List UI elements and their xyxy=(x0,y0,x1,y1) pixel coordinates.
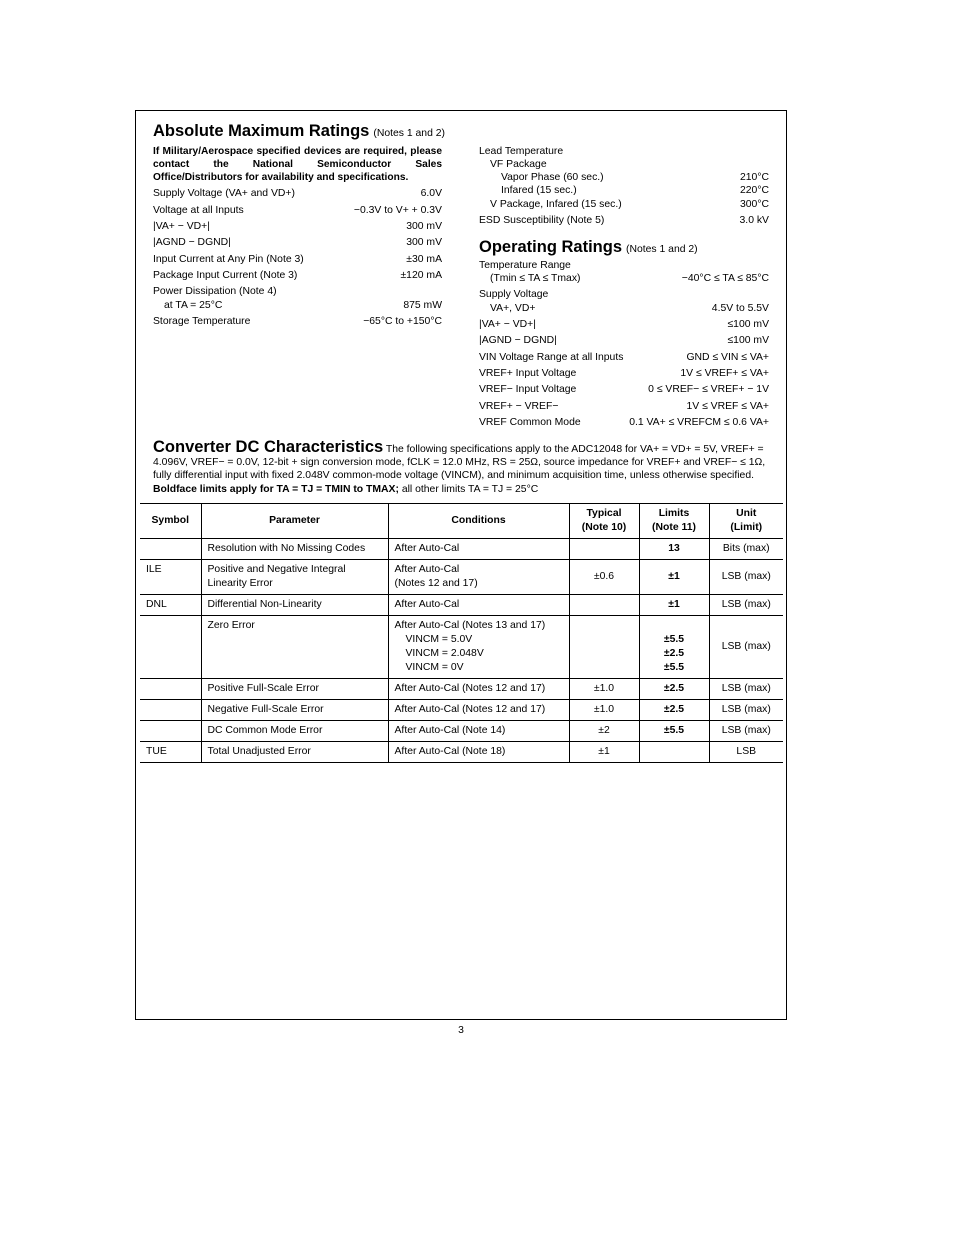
abs-row xyxy=(153,187,442,200)
op-row xyxy=(479,383,769,396)
table-row xyxy=(140,616,783,679)
abs-max-title: Absolute Maximum Ratings xyxy=(153,122,370,140)
temp-range-label: Temperature Range xyxy=(479,260,571,271)
dc-intro-text: The following specifications apply to the ADC12048 for VA+ = VD+ = 5V, VREF+ = 4.096V, VREF− = 0.0V, 12-bit + sign conversion mode, fCLK = 12.0 MHz, RS = 25Ω, source impedance for VREF+ and VREF− ≤ 1Ω, fully differential input with fixed 2.048V common-mode voltage (VINCM), and minimum acquisition time, unless otherwise specified. xyxy=(153,444,766,482)
cell-limits: ±1 xyxy=(639,560,709,595)
table-row xyxy=(140,679,783,700)
abs-max-notes: (Notes 1 and 2) xyxy=(373,128,445,139)
op-row-label: VIN Voltage Range at all Inputs xyxy=(479,352,624,363)
cell-typical xyxy=(569,616,639,679)
table-row xyxy=(140,742,783,763)
lead-temp-row xyxy=(501,184,769,197)
abs-row-label: Power Dissipation (Note 4) xyxy=(153,286,277,297)
esd-label: ESD Susceptibility (Note 5) xyxy=(479,215,605,226)
op-row xyxy=(490,302,769,315)
cell-parameter: Zero Error xyxy=(201,616,388,679)
abs-row-value: 300 mV xyxy=(406,237,442,248)
op-row xyxy=(479,334,769,347)
op-row-value: 4.5V to 5.5V xyxy=(711,303,769,314)
abs-max-heading xyxy=(153,122,445,141)
cell-conditions xyxy=(388,560,569,595)
cell-typical: ±1.0 xyxy=(569,679,639,700)
abs-row-label: Input Current at Any Pin (Note 3) xyxy=(153,254,304,265)
op-ratings-notes: (Notes 1 and 2) xyxy=(626,244,698,255)
cell-conditions xyxy=(388,616,569,679)
cell-unit: Bits (max) xyxy=(709,539,783,560)
limit-line: ±5.5 xyxy=(663,662,685,673)
supply-voltage-label: Supply Voltage xyxy=(479,289,549,300)
cell-unit: LSB xyxy=(709,742,783,763)
col-typical: Typical (Note 10) xyxy=(569,504,639,539)
cell-conditions: After Auto-Cal (Notes 12 and 17) xyxy=(388,679,569,700)
abs-row-value: 875 mW xyxy=(403,300,442,311)
col-symbol: Symbol xyxy=(140,504,201,539)
temp-range-value: −40°C ≤ TA ≤ 85°C xyxy=(681,273,769,284)
cell-limits: ±5.5 xyxy=(639,721,709,742)
col-parameter: Parameter xyxy=(201,504,388,539)
condition-line: VINCM = 0V xyxy=(405,662,464,673)
cell-symbol: ILE xyxy=(140,560,201,595)
op-ratings-heading xyxy=(479,238,698,257)
table-row xyxy=(140,721,783,742)
cell-symbol: TUE xyxy=(140,742,201,763)
temp-range-row xyxy=(490,272,769,285)
table-row xyxy=(140,560,783,595)
cell-limits: ±2.5 xyxy=(639,679,709,700)
cell-symbol xyxy=(140,539,201,560)
col-conditions: Conditions xyxy=(388,504,569,539)
cell-limits: ±2.5 xyxy=(639,700,709,721)
infared-value: 220°C xyxy=(740,185,769,196)
lead-temp-title: Lead Temperature xyxy=(479,146,564,157)
abs-row xyxy=(153,253,442,266)
cell-parameter: Differential Non-Linearity xyxy=(201,595,388,616)
op-row-label: VREF− Input Voltage xyxy=(479,384,577,395)
abs-row-value: ±30 mA xyxy=(406,254,442,265)
limit-line: ±2.5 xyxy=(663,648,685,659)
cell-parameter: Resolution with No Missing Codes xyxy=(201,539,388,560)
v-package-value: 300°C xyxy=(740,199,769,210)
abs-row-label: |VA+ − VD+| xyxy=(153,221,210,232)
op-row-value: 0 ≤ VREF− ≤ VREF+ − 1V xyxy=(648,384,769,395)
op-row-value: 1V ≤ VREF+ ≤ VA+ xyxy=(680,368,769,379)
table-row xyxy=(140,539,783,560)
dc-intro xyxy=(153,438,769,496)
dc-table xyxy=(140,503,783,763)
op-row-value: 0.1 VA+ ≤ VREFCM ≤ 0.6 VA+ xyxy=(629,417,769,428)
cell-unit: LSB (max) xyxy=(709,679,783,700)
v-package-label: V Package, Infared (15 sec.) xyxy=(490,199,622,210)
abs-row-value: 300 mV xyxy=(406,221,442,232)
cell-typical: ±2 xyxy=(569,721,639,742)
infared-label: Infared (15 sec.) xyxy=(501,185,577,196)
military-warning: If Military/Aerospace specified devices are required, please contact the National Semiconductor Sales Office/Distributors for availability and specifications. xyxy=(153,146,442,184)
cell-conditions: After Auto-Cal (Note 18) xyxy=(388,742,569,763)
abs-row-label: at TA = 25°C xyxy=(164,300,223,311)
vapor-value: 210°C xyxy=(740,172,769,183)
abs-row-value: −0.3V to V+ + 0.3V xyxy=(353,205,442,216)
abs-row-label: Package Input Current (Note 3) xyxy=(153,270,298,281)
col-limits: Limits (Note 11) xyxy=(639,504,709,539)
vapor-label: Vapor Phase (60 sec.) xyxy=(501,172,604,183)
abs-row xyxy=(153,285,442,298)
op-row xyxy=(479,367,769,380)
abs-row xyxy=(153,236,442,249)
condition-line: After Auto-Cal (Notes 13 and 17) xyxy=(394,620,546,631)
lead-temp-row xyxy=(501,171,769,184)
abs-row xyxy=(164,299,442,312)
cell-symbol xyxy=(140,679,201,700)
cell-typical xyxy=(569,595,639,616)
cell-typical: ±1.0 xyxy=(569,700,639,721)
op-row xyxy=(479,318,769,331)
table-row xyxy=(140,700,783,721)
cell-symbol: DNL xyxy=(140,595,201,616)
col-unit: Unit (Limit) xyxy=(709,504,783,539)
vf-package-label: VF Package xyxy=(490,159,547,170)
cell-typical: ±1 xyxy=(569,742,639,763)
cell-unit: LSB (max) xyxy=(709,595,783,616)
dc-boldface-note: Boldface limits apply for TA = TJ = TMIN to TMAX; xyxy=(153,483,399,495)
condition-line: VINCM = 2.048V xyxy=(405,648,484,659)
cell-parameter: Positive Full-Scale Error xyxy=(201,679,388,700)
cell-unit: LSB (max) xyxy=(709,721,783,742)
abs-row xyxy=(153,204,442,217)
abs-row-value: ±120 mA xyxy=(400,270,442,281)
cell-symbol xyxy=(140,721,201,742)
abs-row-label: Storage Temperature xyxy=(153,316,251,327)
op-row-label: |VA+ − VD+| xyxy=(479,319,536,330)
cell-conditions: After Auto-Cal xyxy=(388,595,569,616)
op-ratings-title: Operating Ratings xyxy=(479,238,623,256)
dc-other-limits: all other limits TA = TJ = 25°C xyxy=(401,483,539,495)
cell-conditions: After Auto-Cal xyxy=(388,539,569,560)
op-row-label: VREF+ Input Voltage xyxy=(479,368,577,379)
op-row xyxy=(479,351,769,364)
op-row-label: |AGND − DGND| xyxy=(479,335,557,346)
cell-parameter: Total Unadjusted Error xyxy=(201,742,388,763)
condition-line: (Notes 12 and 17) xyxy=(394,578,478,589)
condition-line: VINCM = 5.0V xyxy=(405,634,473,645)
abs-row-label: Supply Voltage (VA+ and VD+) xyxy=(153,188,295,199)
table-row xyxy=(140,595,783,616)
cell-unit: LSB (max) xyxy=(709,560,783,595)
op-row-value: GND ≤ VIN ≤ VA+ xyxy=(686,352,769,363)
abs-row xyxy=(153,220,442,233)
cell-parameter: Negative Full-Scale Error xyxy=(201,700,388,721)
abs-row-label: Voltage at all Inputs xyxy=(153,205,244,216)
dc-title: Converter DC Characteristics xyxy=(153,438,384,456)
cell-unit: LSB (max) xyxy=(709,700,783,721)
temp-range-cond: (Tmin ≤ TA ≤ Tmax) xyxy=(490,273,581,284)
cell-parameter: DC Common Mode Error xyxy=(201,721,388,742)
cell-unit: LSB (max) xyxy=(709,616,783,679)
op-row-value: ≤100 mV xyxy=(727,319,769,330)
cell-conditions: After Auto-Cal (Notes 12 and 17) xyxy=(388,700,569,721)
condition-line: After Auto-Cal xyxy=(394,564,460,575)
op-row xyxy=(479,416,769,429)
cell-limits: 13 xyxy=(639,539,709,560)
op-row-value: 1V ≤ VREF ≤ VA+ xyxy=(686,401,769,412)
cell-symbol xyxy=(140,700,201,721)
esd-row xyxy=(479,214,769,227)
op-row-label: VREF+ − VREF− xyxy=(479,401,559,412)
abs-row-label: |AGND − DGND| xyxy=(153,237,231,248)
cell-limits: ±1 xyxy=(639,595,709,616)
abs-row xyxy=(153,315,442,328)
cell-typical xyxy=(569,539,639,560)
cell-symbol xyxy=(140,616,201,679)
cell-limits xyxy=(639,742,709,763)
lead-temp-row xyxy=(490,198,769,211)
cell-limits xyxy=(639,616,709,679)
abs-row-value: −65°C to +150°C xyxy=(363,316,442,327)
op-row-label: VA+, VD+ xyxy=(490,303,536,314)
cell-typical: ±0.6 xyxy=(569,560,639,595)
cell-conditions: After Auto-Cal (Note 14) xyxy=(388,721,569,742)
limit-line: ±5.5 xyxy=(663,634,685,645)
op-row xyxy=(479,400,769,413)
table-header-row xyxy=(140,504,783,539)
esd-value: 3.0 kV xyxy=(739,215,769,226)
op-row-label: VREF Common Mode xyxy=(479,417,581,428)
op-row-value: ≤100 mV xyxy=(727,335,769,346)
cell-parameter: Positive and Negative Integral Linearity Error xyxy=(201,560,388,595)
abs-row-value: 6.0V xyxy=(420,188,442,199)
abs-row xyxy=(153,269,442,282)
page-number: 3 xyxy=(458,1025,464,1036)
